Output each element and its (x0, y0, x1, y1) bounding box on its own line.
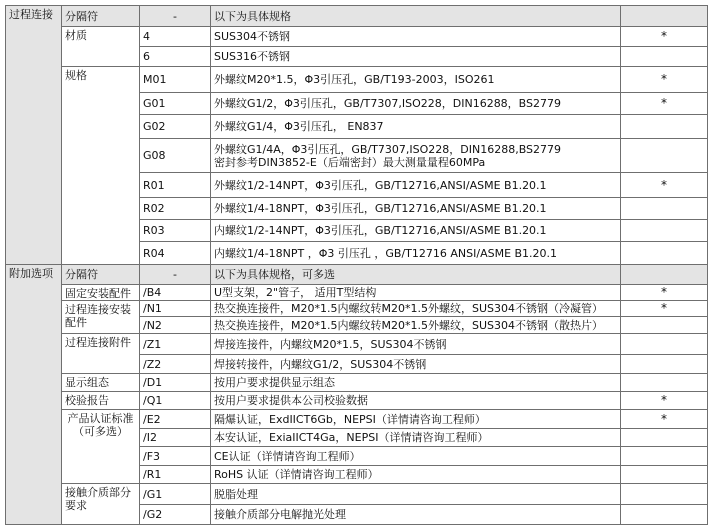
section1-header-row (6, 6, 708, 27)
spec-row (6, 67, 708, 93)
option-mark (621, 429, 708, 447)
option-desc: 焊接转接件，内螺纹G1/2，SUS304不锈钢 (211, 355, 621, 374)
option-desc: 接触介质部分电解抛光处理 (211, 505, 621, 525)
option-mark (621, 334, 708, 355)
spec-mark: * (621, 93, 708, 115)
spec-code: R02 (140, 198, 211, 220)
option-mark (621, 447, 708, 466)
spec-code: G08 (140, 139, 211, 173)
option-desc: 热交换连接件，M20*1.5内螺纹转M20*1.5外螺纹，SUS304不锈钢（冷凝管） (211, 301, 621, 317)
option-desc: 本安认证，ExiaIICT4Ga，NEPSI（详情请咨询工程师） (211, 429, 621, 447)
option-desc: 按用户要求提供显示组态 (211, 374, 621, 392)
material-label: 材质 (62, 27, 140, 67)
section1-header-mark (621, 6, 708, 27)
spec-mark (621, 139, 708, 173)
spec-code: R04 (140, 242, 211, 265)
option-code: /G2 (140, 505, 211, 525)
option-row (6, 285, 708, 301)
option-group-label-text: 过程连接附件 (65, 336, 131, 349)
spec-desc (211, 139, 621, 173)
option-row (6, 334, 708, 355)
spec-code: G01 (140, 93, 211, 115)
material-row (6, 27, 708, 47)
option-mark: * (621, 410, 708, 429)
option-code: /Z1 (140, 334, 211, 355)
option-group-label (62, 392, 140, 410)
option-mark (621, 374, 708, 392)
option-group-label-text: 过程连接安装配件 (65, 303, 131, 329)
material-code: 6 (140, 47, 211, 67)
option-row (6, 392, 708, 410)
spec-desc: 外螺纹M20*1.5，Φ3引压孔，GB/T193-2003，ISO261 (211, 67, 621, 93)
material-desc: SUS304不锈钢 (211, 27, 621, 47)
section2-header-mark (621, 265, 708, 285)
option-desc: CE认证（详情请咨询工程师） (211, 447, 621, 466)
option-desc: 焊接连接件，内螺纹M20*1.5，SUS304不锈钢 (211, 334, 621, 355)
option-desc: 热交换连接件，M20*1.5内螺纹转M20*1.5外螺纹，SUS304不锈钢（散热片） (211, 317, 621, 334)
option-group-label-text: 固定安装配件 (65, 287, 131, 300)
spec-desc-line1: 外螺纹G1/4A，Φ3引压孔，GB/T7307,ISO228，DIN16288,BS2779 (214, 142, 562, 156)
option-desc: 隔爆认证，ExdIICT6Gb，NEPSI（详情请咨询工程师） (211, 410, 621, 429)
option-group-label-text: 显示组态 (65, 376, 109, 389)
spec-code: G02 (140, 115, 211, 139)
option-group-label (62, 410, 140, 484)
spec-desc: 内螺纹1/2-14NPT，Φ3引压孔，GB/T12716,ANSI/ASME B1.20.1 (211, 220, 621, 242)
spec-mark: * (621, 173, 708, 198)
option-group-label-note: （可多选） (73, 425, 128, 438)
spec-label: 规格 (62, 67, 140, 265)
section1-header-label: 分隔符 (62, 6, 140, 27)
option-group-label (62, 334, 140, 374)
spec-desc: 外螺纹1/2-14NPT，Φ3引压孔，GB/T12716,ANSI/ASME B1.20.1 (211, 173, 621, 198)
spec-table (5, 5, 708, 525)
spec-desc-line2: 密封参考DIN3852-E（后端密封）最大测量量程60MPa (214, 155, 486, 169)
spec-code: R01 (140, 173, 211, 198)
option-group-label (62, 374, 140, 392)
section2-header-row (6, 265, 708, 285)
section1-header-text: 以下为具体规格 (211, 6, 621, 27)
option-mark: * (621, 392, 708, 410)
option-group-label (62, 301, 140, 334)
section2-header-text: 以下为具体规格，可多选 (211, 265, 621, 285)
spec-mark (621, 242, 708, 265)
section2-header-label: 分隔符 (62, 265, 140, 285)
option-code: /Q1 (140, 392, 211, 410)
spec-desc: 内螺纹1/4-18NPT ，Φ3 引压孔 ，GB/T12716 ANSI/ASME B1.20.1 (211, 242, 621, 265)
option-mark (621, 466, 708, 484)
option-mark (621, 355, 708, 374)
option-code: /I2 (140, 429, 211, 447)
option-code: /D1 (140, 374, 211, 392)
option-desc: 按用户要求提供本公司校验数据 (211, 392, 621, 410)
spec-code: M01 (140, 67, 211, 93)
option-code: /R1 (140, 466, 211, 484)
section1-header-code: - (140, 6, 211, 27)
option-code: /G1 (140, 484, 211, 505)
spec-desc: 外螺纹1/4-18NPT，Φ3引压孔，GB/T12716,ANSI/ASME B1.20.1 (211, 198, 621, 220)
option-group-label-text: 校验报告 (65, 394, 109, 407)
spec-mark: * (621, 67, 708, 93)
option-group-label (62, 285, 140, 301)
option-row (6, 301, 708, 317)
option-desc: RoHS 认证（详情请咨询工程师） (211, 466, 621, 484)
option-code: /Z2 (140, 355, 211, 374)
option-code: /N1 (140, 301, 211, 317)
option-group-label (62, 484, 140, 525)
material-code: 4 (140, 27, 211, 47)
spec-code: R03 (140, 220, 211, 242)
option-desc: 脱脂处理 (211, 484, 621, 505)
material-mark (621, 47, 708, 67)
option-mark: * (621, 301, 708, 317)
option-group-label-text: 接触介质部分要求 (65, 486, 131, 512)
spec-mark (621, 220, 708, 242)
option-mark (621, 484, 708, 505)
spec-desc: 外螺纹G1/4，Φ3引压孔， EN837 (211, 115, 621, 139)
option-code: /E2 (140, 410, 211, 429)
option-code: /N2 (140, 317, 211, 334)
option-row (6, 374, 708, 392)
option-code: /F3 (140, 447, 211, 466)
section1-title: 过程连接 (6, 6, 62, 265)
spec-mark (621, 115, 708, 139)
material-mark: * (621, 27, 708, 47)
section2-header-code: - (140, 265, 211, 285)
option-mark (621, 317, 708, 334)
option-mark: * (621, 285, 708, 301)
spec-desc: 外螺纹G1/2，Φ3引压孔，GB/T7307,ISO228，DIN16288，BS2779 (211, 93, 621, 115)
option-code: /B4 (140, 285, 211, 301)
option-row (6, 484, 708, 505)
section2-title: 附加选项 (6, 265, 62, 525)
option-mark (621, 505, 708, 525)
material-desc: SUS316不锈钢 (211, 47, 621, 67)
option-row (6, 410, 708, 429)
option-desc: U型支架，2"管子， 适用T型结构 (211, 285, 621, 301)
option-group-label-text: 产品认证标准 (67, 412, 134, 425)
spec-mark (621, 198, 708, 220)
